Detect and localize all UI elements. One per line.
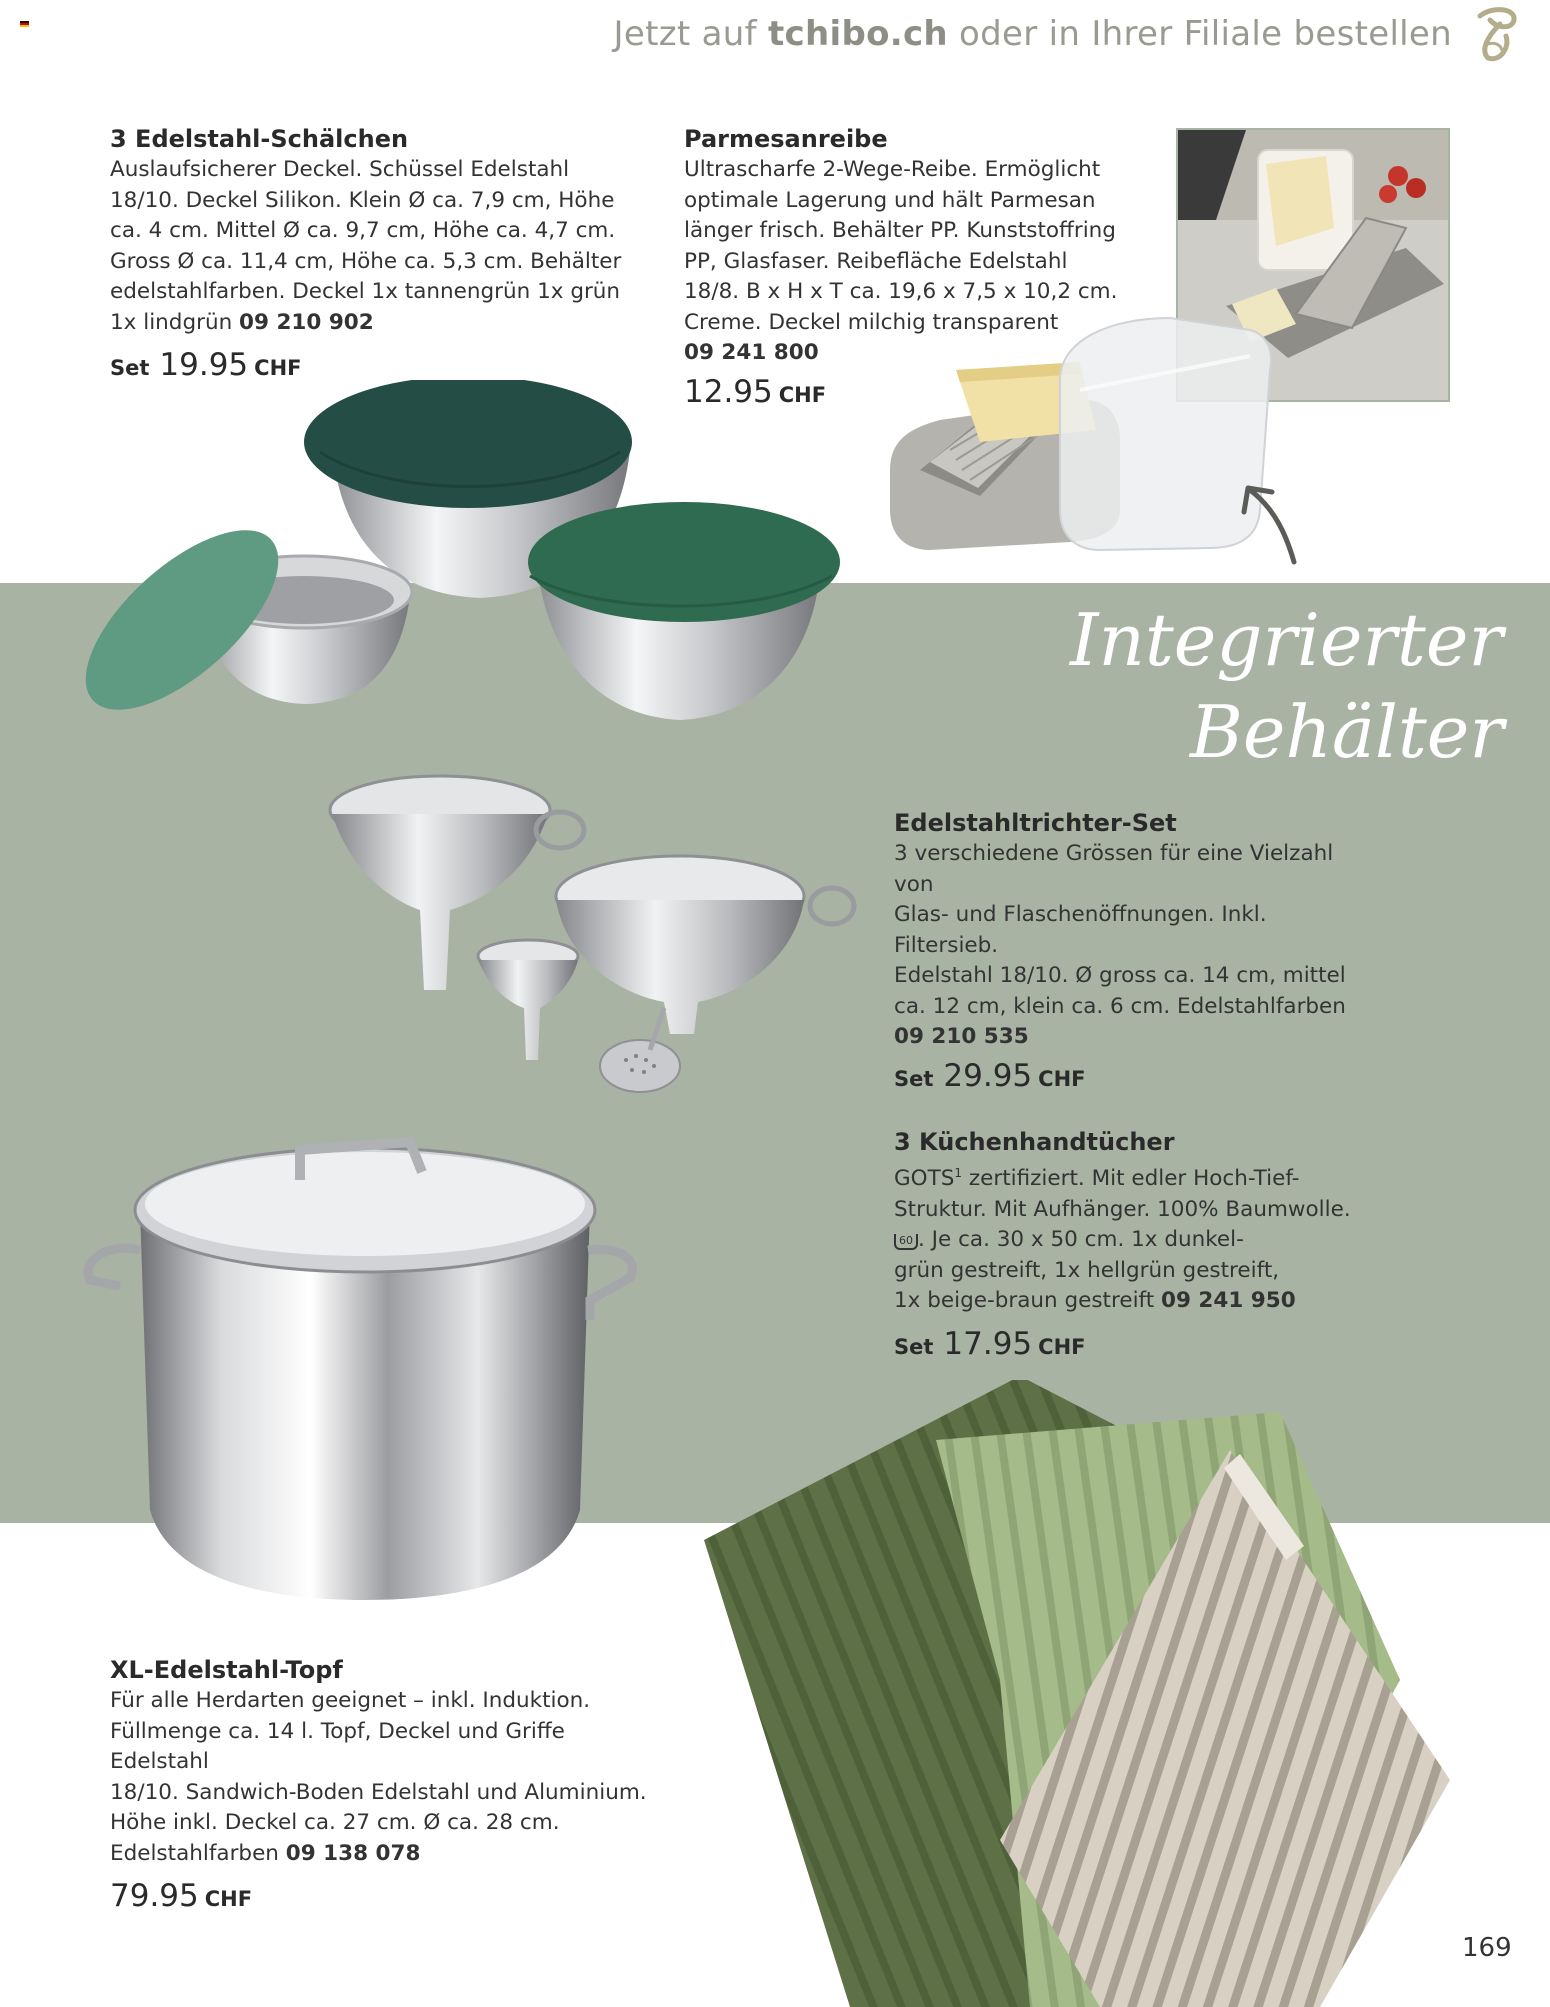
article-number: 09 210 535: [894, 1024, 1029, 1049]
kitchen-towels-image: [700, 1380, 1480, 2007]
product-pot: [110, 1654, 670, 1918]
order-hint-prefix: Jetzt auf: [613, 14, 768, 54]
description-line: Struktur. Mit Aufhänger. 100% Baumwolle.: [894, 1196, 1351, 1222]
product-bowls: [110, 123, 670, 387]
article-number: 09 138 078: [285, 1840, 421, 1866]
funnel-set-image: [320, 770, 880, 1110]
article-number: 09 210 902: [239, 309, 374, 335]
price: [894, 1057, 1374, 1098]
wash-60-icon: 60: [894, 1234, 918, 1250]
product-title: XL-Edelstahl-Topf: [110, 1656, 343, 1684]
price-value: 79.95: [110, 1878, 199, 1914]
price-prefix: Set: [110, 356, 150, 380]
description-text: Für alle Herdarten geeignet – inkl. Induktion. Füllmenge ca. 14 l. Topf, Deckel und Griffe Edelstahl 18/10. Sandwich-Boden Edelstahl und Aluminium. Höhe inkl. Deckel ca. 27 cm. Ø ca. 28 cm. Edelstahlfarben: [110, 1688, 647, 1866]
currency: CHF: [204, 1887, 253, 1911]
currency: CHF: [1038, 1066, 1086, 1091]
price-value: 29.95: [943, 1057, 1033, 1094]
product-towels: [894, 1126, 1374, 1366]
price-value: 19.95: [159, 347, 249, 383]
product-title: 3 Küchenhandtücher: [894, 1128, 1175, 1156]
price: [110, 1877, 670, 1918]
price-value: 17.95: [943, 1325, 1033, 1362]
product-description: Ultrascharfe 2-Wege-Reibe. Ermöglicht optimale Lagerung und hält Parmesan länger frisch. Behälter PP. Kunststoffring PP, Glasfaser. Reibefläche Edelstahl 18/8. B x H x T ca. 19,6 x 7,5 x 10,2 cm. Creme. Deckel milchig transparent: [684, 157, 1118, 335]
page-number: 169: [1462, 1933, 1512, 1963]
script-callout-line1: Integrierter: [1070, 598, 1503, 682]
order-hint: [614, 14, 1452, 54]
product-funnels: [894, 807, 1374, 1098]
certification-label: GOTS: [894, 1166, 955, 1192]
description-text: zertifiziert. Mit edler Hoch-Tief-: [962, 1166, 1300, 1192]
product-description: [110, 1686, 670, 1869]
article-number: 09 241 950: [1161, 1288, 1296, 1314]
description-line: [894, 1225, 1374, 1317]
product-title: Edelstahltrichter-Set: [894, 809, 1177, 837]
product-title: Parmesanreibe: [684, 125, 888, 153]
order-hint-suffix: oder in Ihrer Filiale bestellen: [947, 14, 1452, 54]
price-prefix: Set: [894, 1066, 934, 1091]
description-text: Auslaufsicherer Deckel. Schüssel Edelstahl 18/10. Deckel Silikon. Klein Ø ca. 7,9 cm, Höhe ca. 4 cm. Mittel Ø ca. 9,7 cm, Höhe ca. 4,7 cm. Gross Ø ca. 11,4 cm, Höhe ca. 5,3 cm. Behälter edelstahlfarben. Deckel 1x tannengrün 1x grün 1x lindgrün: [110, 157, 622, 335]
tchibo-bean-logo-icon: [1466, 4, 1524, 62]
german-flag-icon: [20, 21, 29, 27]
currency: CHF: [254, 356, 302, 380]
currency: CHF: [1038, 1334, 1086, 1359]
steel-bowls-image: [60, 380, 850, 730]
product-description: [110, 155, 670, 338]
price-prefix: Set: [894, 1334, 934, 1359]
shop-link[interactable]: tchibo.ch: [767, 14, 948, 54]
price-value: 12.95: [684, 373, 773, 410]
description-line: [894, 1158, 1374, 1195]
stainless-pot-image: [80, 1110, 650, 1610]
price: [894, 1325, 1374, 1366]
script-callout-line2: Behälter: [1190, 690, 1504, 774]
footnote-mark: 1: [954, 1166, 963, 1180]
curved-arrow-icon: [1234, 478, 1304, 568]
currency: CHF: [778, 382, 827, 407]
product-title: 3 Edelstahl-Schälchen: [110, 125, 409, 153]
product-description: [894, 1158, 1374, 1317]
description-text: . Je ca. 30 x 50 cm. 1x dunkel- grün gestreift, 1x hellgrün gestreift, 1x beige-braun gestreift: [894, 1227, 1280, 1314]
article-number: 09 241 800: [684, 340, 819, 365]
product-description: 3 verschiedene Grössen für eine Vielzahl von Glas- und Flaschenöffnungen. Inkl. Filtersieb. Edelstahl 18/10. Ø gross ca. 14 cm, mittel ca. 12 cm, klein ca. 6 cm. Edelstahlfarben: [894, 841, 1346, 1019]
